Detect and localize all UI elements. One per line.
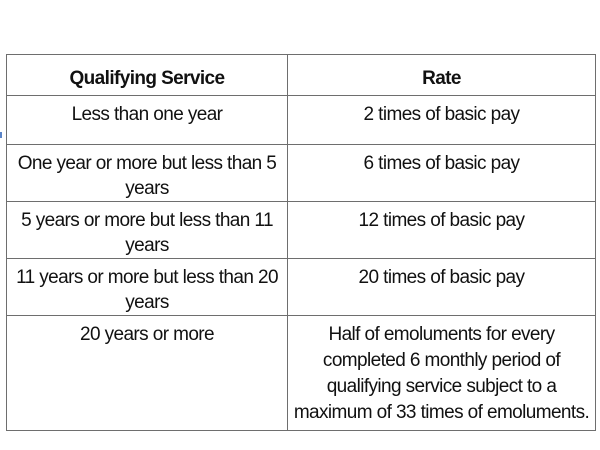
service-cell: Less than one year [7,96,288,145]
gratuity-rate-table [6,54,596,431]
table-row [7,316,596,431]
header-qualifying-service: Qualifying Service [7,55,288,96]
service-cell: 11 years or more but less than 20 years [7,259,288,316]
header-rate: Rate [288,55,596,96]
rate-cell: 6 times of basic pay [288,145,596,202]
service-cell: 5 years or more but less than 11 years [7,202,288,259]
margin-marker [0,132,2,138]
table-row [7,96,596,145]
table-row [7,259,596,316]
table-row [7,202,596,259]
rate-cell: 2 times of basic pay [288,96,596,145]
rate-cell: 12 times of basic pay [288,202,596,259]
rate-cell: 20 times of basic pay [288,259,596,316]
table-header-row [7,55,596,96]
table-row [7,145,596,202]
service-cell: One year or more but less than 5 years [7,145,288,202]
service-cell: 20 years or more [7,316,288,431]
rate-cell: Half of emoluments for every completed 6 monthly period of qualifying service subject to a maximum of 33 times of emoluments. [288,316,596,431]
